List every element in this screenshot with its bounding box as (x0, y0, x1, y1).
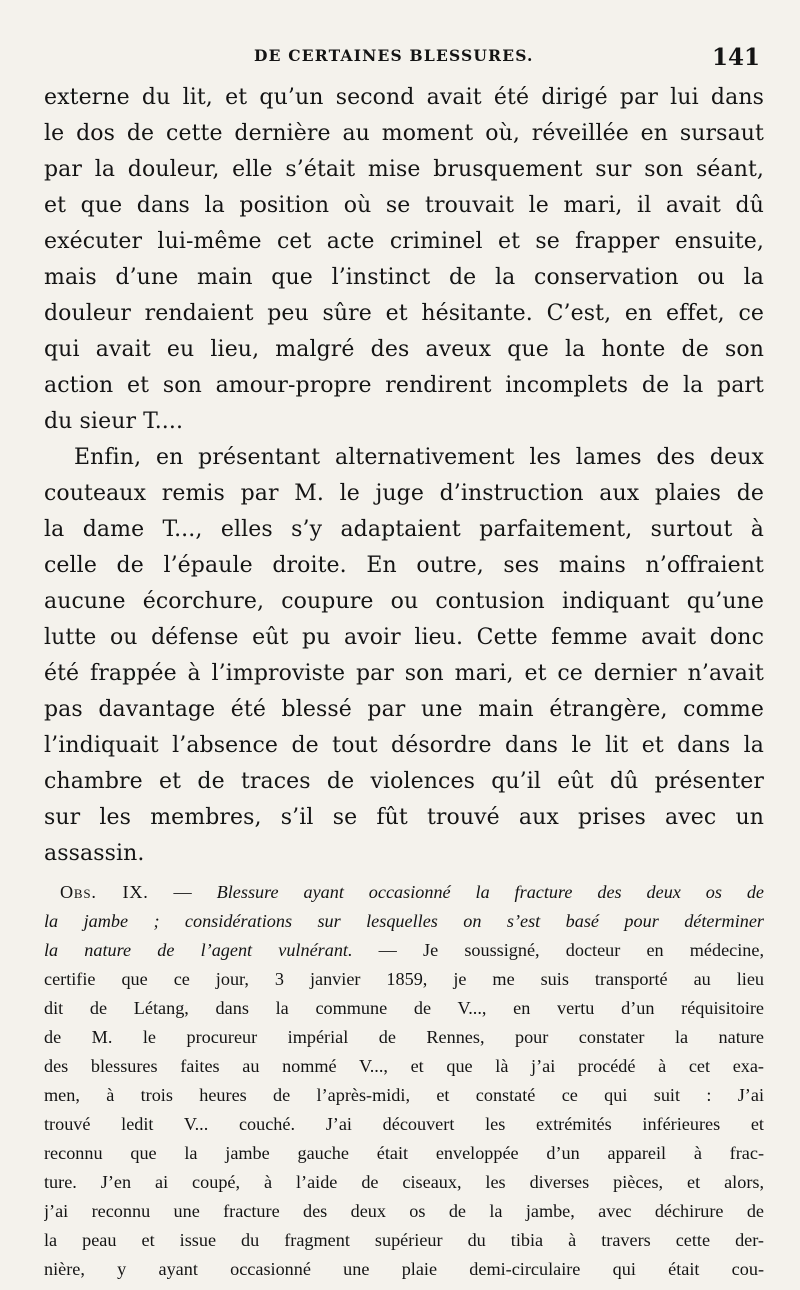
observation-label: Obs. IX. (60, 882, 149, 902)
observation-dash: — (148, 882, 217, 902)
running-title: DE CERTAINES BLESSURES. (254, 46, 534, 65)
text-line: Enfin, en présentant alternativement les lames des deux (74, 445, 764, 470)
text-line: été frappée à l’improviste par son mari, et ce dernier n’avait (44, 661, 764, 686)
observation-title-line: la jambe ; considérations sur lesquelles on s’est basé pour déterminer (44, 911, 764, 931)
running-head (44, 44, 764, 74)
text-line: qui avait eu lieu, malgré des aveux que la honte de son (44, 337, 764, 362)
text-line: par la douleur, elle s’était mise brusquement sur son séant, (44, 157, 764, 182)
text-line: sur les membres, s’il se fût trouvé aux prises avec un (44, 805, 764, 830)
observation-title: Blessure ayant occasionné la fracture des deux os de (216, 882, 764, 902)
text-line: douleur rendaient peu sûre et hésitante. C’est, en effet, ce (44, 301, 764, 326)
text-line: action et son amour-propre rendirent incomplets de la part (44, 373, 764, 398)
text-line: externe du lit, et qu’un second avait été dirigé par lui dans (44, 85, 764, 110)
text-line: du sieur T.... (44, 409, 184, 434)
text-line (44, 936, 764, 965)
text-line: assassin. (44, 841, 145, 866)
text-line: reconnu que la jambe gauche était enveloppée d’un appareil à frac- (44, 1143, 764, 1163)
text-line: l’indiquait l’absence de tout désordre dans le lit et dans la (44, 733, 764, 758)
text-line: ture. J’en ai coupé, à l’aide de ciseaux, les diverses pièces, et alors, (44, 1172, 764, 1192)
text-line: lutte ou défense eût pu avoir lieu. Cette femme avait donc (44, 625, 764, 650)
text-line: mais d’une main que l’instinct de la conservation ou la (44, 265, 764, 290)
text-line: celle de l’épaule droite. En outre, ses mains n’offraient (44, 553, 764, 578)
text-line: des blessures faites au nommé V..., et que là j’ai procédé à cet exa- (44, 1056, 764, 1076)
text-line: le dos de cette dernière au moment où, réveillée en sursaut (44, 121, 764, 146)
text-line: men, à trois heures de l’après-midi, et constaté ce qui suit : J’ai (44, 1085, 764, 1105)
observation-heading (60, 878, 764, 907)
text-line: j’ai reconnu une fracture des deux os de la jambe, avec déchirure de (44, 1201, 764, 1221)
text-line: certifie que ce jour, 3 janvier 1859, je me suis transporté au lieu (44, 969, 764, 989)
observation-text-start: — Je soussigné, docteur en médecine, (352, 940, 764, 960)
book-page (44, 0, 764, 1290)
text-line: de M. le procureur impérial de Rennes, pour constater la nature (44, 1027, 764, 1047)
observation-title-end: la nature de l’agent vulnérant. (44, 940, 353, 960)
text-line: et que dans la position où se trouvait le mari, il avait dû (44, 193, 764, 218)
text-line: trouvé ledit V... couché. J’ai découvert les extrémités inférieures et (44, 1114, 764, 1134)
text-line: la peau et issue du fragment supérieur du tibia à travers cette der- (44, 1230, 764, 1250)
text-line: aucune écorchure, coupure ou contusion indiquant qu’une (44, 589, 764, 614)
text-line: chambre et de traces de violences qu’il eût dû présenter (44, 769, 764, 794)
text-line: couteaux remis par M. le juge d’instruction aux plaies de (44, 481, 764, 506)
text-line: la dame T..., elles s’y adaptaient parfaitement, surtout à (44, 517, 764, 542)
page-number: 141 (711, 44, 760, 71)
text-line: dit de Létang, dans la commune de V..., en vertu d’un réquisitoire (44, 998, 764, 1018)
text-line: nière, y ayant occasionné une plaie demi-circulaire qui était cou- (44, 1259, 764, 1279)
text-line: exécuter lui-même cet acte criminel et se frapper ensuite, (44, 229, 764, 254)
text-line: pas davantage été blessé par une main étrangère, comme (44, 697, 764, 722)
